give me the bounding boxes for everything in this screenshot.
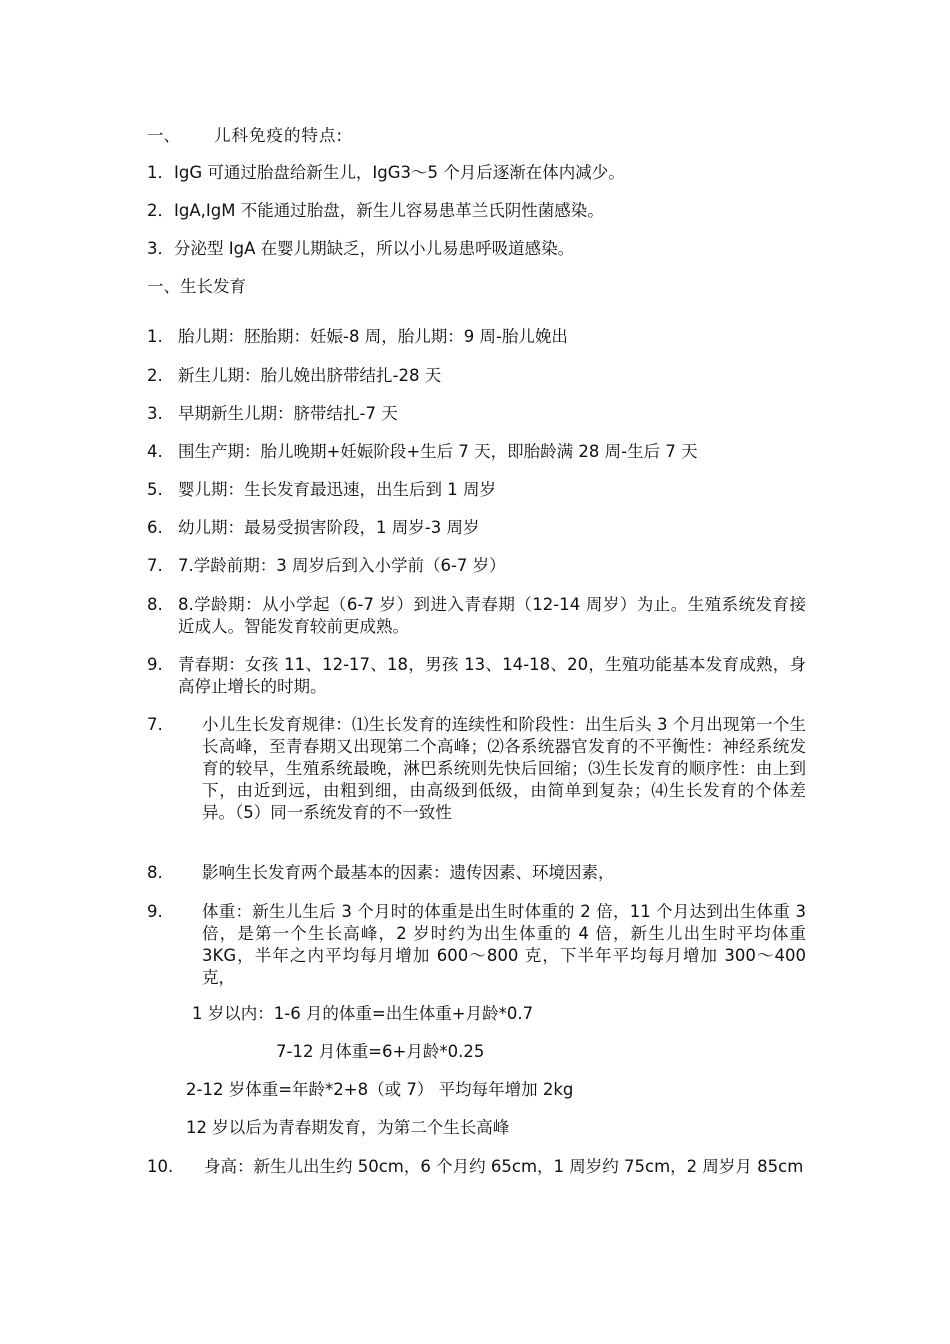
- rule-number: 7.: [147, 715, 163, 734]
- rule-text: 小儿生长发育规律：⑴生长发育的连续性和阶段性：出生后头 3 个月出现第一个生长高峰，至青春期又出现第二个高峰；⑵各系统器官发育的不平衡性：神经系统发育的较早，生殖系统最晚，淋巴系统则先快后回缩；⑶生长发育的顺序性：由上到下，由近到远，由粗到细，由高级到低级，由简单到复杂；⑷生长发育的个体差异。（5）同一系统发育的不一致性: [202, 715, 806, 822]
- stage-text: 胎儿期：胚胎期：妊娠-8 周，胎儿期：9 周-胎儿娩出: [178, 327, 568, 346]
- stage-text: 8.学龄期：从小学起（6-7 岁）到进入青春期（12-14 周岁）为止。生殖系统发育接近成人。智能发育较前更成熟。: [178, 595, 806, 636]
- stage-number: 2.: [147, 366, 163, 385]
- weight-formula: 2-12 岁体重=年龄*2+8（或 7） 平均每年增加 2kg: [186, 1080, 574, 1099]
- stage-text: 围生产期：胎儿晚期+妊娠阶段+生后 7 天，即胎龄满 28 周-生后 7 天: [178, 442, 698, 461]
- stage-number: 1.: [147, 327, 163, 346]
- stage-text: 婴儿期：生长发育最迅速，出生后到 1 周岁: [178, 480, 496, 499]
- height-text: 身高：新生儿出生约 50cm，6 个月约 65cm，1 周岁约 75cm，2 周岁月 85cm: [204, 1157, 804, 1176]
- stage-text: 7.学龄前期：3 周岁后到入小学前（6-7 岁）: [178, 556, 506, 575]
- stage-number: 9.: [147, 655, 163, 674]
- immunity-item-3: 3．分泌型 IgA 在婴儿期缺乏，所以小儿易患呼吸道感染。: [147, 239, 575, 258]
- immunity-item-2: 2．IgA,IgM 不能通过胎盘，新生儿容易患革兰氏阴性菌感染。: [147, 201, 604, 220]
- stage-text: 青春期：女孩 11、12-17、18，男孩 13、14-18、20，生殖功能基本发育成熟，身高停止增长的时期。: [178, 655, 806, 696]
- stage-number: 6.: [147, 518, 163, 537]
- rule-number: 9.: [147, 902, 163, 921]
- stage-text: 幼儿期：最易受损害阶段，1 周岁-3 周岁: [178, 518, 480, 537]
- stage-number: 4.: [147, 442, 163, 461]
- heading2-title: 一、生长发育: [147, 277, 246, 296]
- rule-text: 体重：新生儿生后 3 个月时的体重是出生时体重的 2 倍，11 个月达到出生体重 3 倍，是第一个生长高峰，2 岁时约为出生体重的 4 倍，新生儿出生时平均体重 3KG，半年之内平均每月增加 600～800 克，下半年平均每月增加 300～400 克，: [202, 902, 806, 987]
- stage-text: 新生儿期：胎儿娩出脐带结扎-28 天: [178, 366, 442, 385]
- rule-number: 8.: [147, 863, 163, 882]
- stage-text: 早期新生儿期：脐带结扎-7 天: [178, 404, 398, 423]
- stage-number: 3.: [147, 404, 163, 423]
- weight-formula: 7-12 月体重=6+月龄*0.25: [276, 1042, 485, 1061]
- heading1-number: 一、: [147, 126, 180, 145]
- stage-number: 5.: [147, 480, 163, 499]
- weight-formula: 12 岁以后为青春期发育，为第二个生长高峰: [186, 1118, 510, 1137]
- stage-number: 7.: [147, 556, 163, 575]
- stage-number: 8.: [147, 595, 163, 614]
- rule-text: 影响生长发育两个最基本的因素：遗传因素、环境因素，: [202, 863, 615, 882]
- heading1-title: 儿科免疫的特点:: [214, 126, 344, 145]
- weight-formula: 1 岁以内：1-6 月的体重=出生体重+月龄*0.7: [192, 1004, 534, 1023]
- height-number: 10.: [147, 1157, 174, 1176]
- immunity-item-1: 1．IgG 可通过胎盘给新生儿，IgG3～5 个月后逐渐在体内减少。: [147, 163, 625, 182]
